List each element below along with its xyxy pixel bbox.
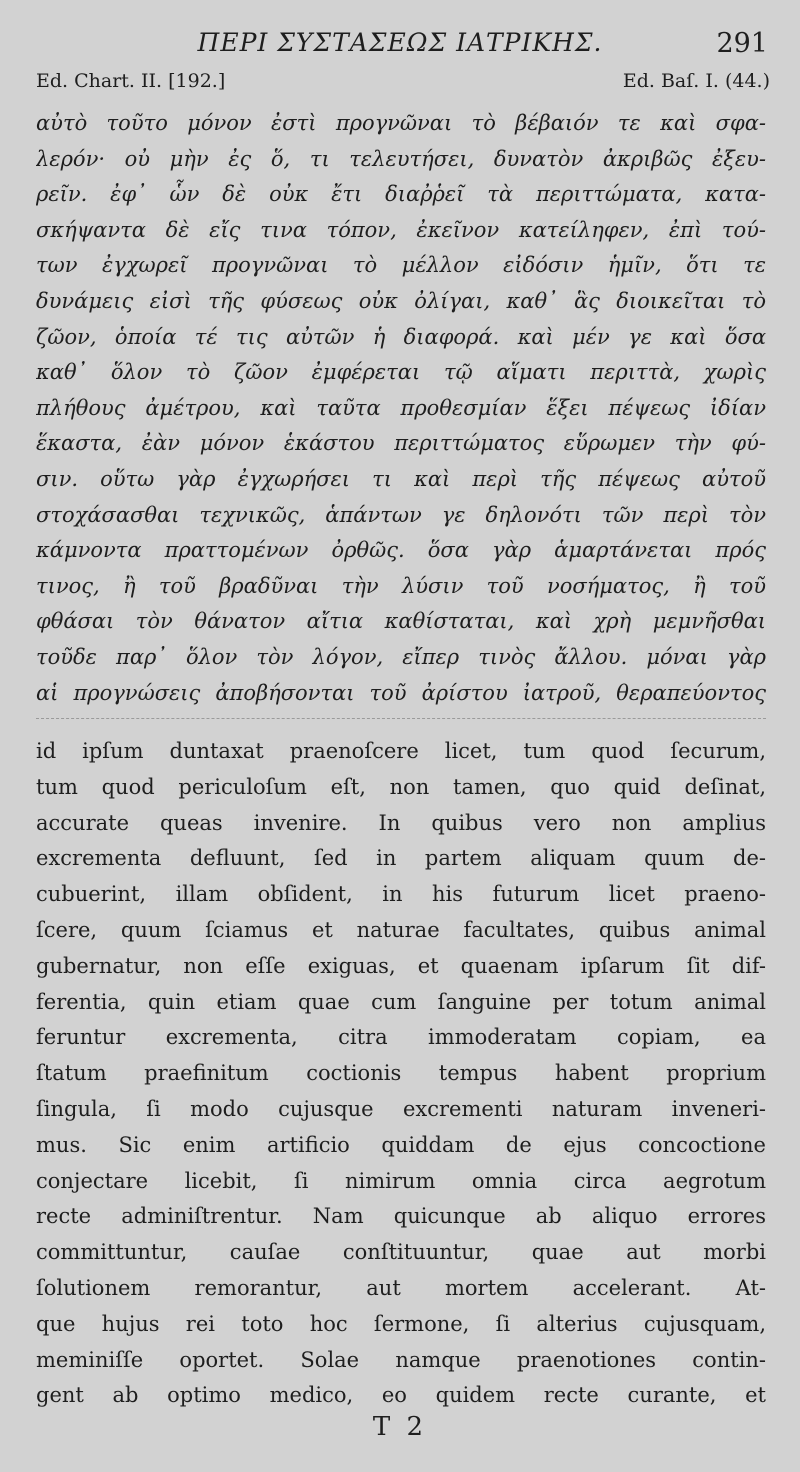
latin-text-line: ſcere, quum ſciamus et naturae facultates, quibus animal [36,917,766,942]
latin-text-line: tum quod periculoſum eſt, non tamen, quo quid deſinat, [36,774,766,799]
latin-text-line: gubernatur, non eſſe exiguas, et quaenam ipſarum ſit dif- [36,953,766,978]
latin-text-line: ſtatum praefinitum coctionis tempus habent proprium [36,1061,766,1086]
latin-text-line: feruntur excrementa, citra immoderatam copiam, ea [36,1025,766,1050]
greek-text-line: πλήθους ἀμέτρου, καὶ ταῦτα προθεσμίαν ἕξει πέψεως ἰδίαν [36,395,766,420]
column-separator [36,718,766,719]
latin-text-line: ſingula, ſi modo cujusque excrementi naturam inveneri- [36,1096,766,1121]
greek-text-line: των ἐγχωρεῖ προγνῶναι τὸ μέλλον εἰδόσιν ἡμῖν, ὅτι τε [36,253,766,278]
latin-text-line: ſolutionem remorantur, aut mortem accelerant. At- [36,1275,766,1300]
greek-text-line: δυνάμεις εἰσὶ τῆς φύσεως οὐκ ὀλίγαι, καθ᾽ ἃς διοικεῖται τὸ [36,288,766,313]
greek-text-line: κάμνοντα πραττομένων ὀρθῶς. ὅσα γὰρ ἁμαρτάνεται πρός [36,538,766,563]
latin-text-line: excrementa defluunt, ſed in partem aliquam quum de- [36,846,766,871]
edition-reference-left: Ed. Chart. II. [192.] [36,70,226,92]
greek-text-block [36,106,766,711]
greek-text-line: ρεῖν. ἐφ᾽ ὧν δὲ οὐκ ἔτι διαῤῥεῖ τὰ περιττώματα, κατα- [36,182,766,207]
greek-text-line: ζῶον, ὁποία τέ τις αὐτῶν ἡ διαφορά. καὶ μέν γε καὶ ὅσα [36,324,766,349]
latin-text-line: accurate queas invenire. In quibus vero non amplius [36,810,766,835]
latin-text-block [36,734,766,1414]
greek-text-line: καθ᾽ ὅλον τὸ ζῶον ἐμφέρεται τῷ αἵματι περιττὰ, χωρὶς [36,360,766,385]
latin-text-line: que hujus rei toto hoc ſermone, ſi alterius cujusquam, [36,1311,766,1336]
greek-text-line: αἱ προγνώσεις ἀποβήσονται τοῦ ἀρίστου ἰατροῦ, θεραπεύοντος [36,680,766,705]
latin-text-line: committuntur, cauſae conſtituuntur, quae aut morbi [36,1240,766,1265]
latin-text-line: cubuerint, illam obſident, in his futurum licet praeno- [36,882,766,907]
latin-text-line: meminiſſe oportet. Solae namque praenotiones contin- [36,1347,766,1372]
latin-text-line: mus. Sic enim artificio quiddam de ejus concoctione [36,1132,766,1157]
running-title: ΠΕΡΙ ΣΥΣΤΑΣΕΩΣ ΙΑΤΡΙΚΗΣ. [197,28,603,57]
greek-text-line: τοῦδε παρ᾽ ὅλον τὸν λόγον, εἴπερ τινὸς ἄλλου. μόναι γὰρ [36,644,766,669]
greek-text-line: σκήψαντα δὲ εἴς τινα τόπον, ἐκεῖνον κατείληφεν, ἐπὶ τού- [36,217,766,242]
greek-text-line: λερόν· οὐ μὴν ἐς ὅ, τι τελευτήσει, δυνατὸν ἀκριβῶς ἐξευ- [36,146,766,171]
greek-text-line: σιν. οὕτω γὰρ ἐγχωρήσει τι καὶ περὶ τῆς πέψεως αὐτοῦ [36,466,766,491]
edition-reference-right: Ed. Baſ. I. (44.) [622,70,770,92]
latin-text-line: conjectare licebit, ſi nimirum omnia circa aegrotum [36,1168,766,1193]
latin-text-line: id ipſum duntaxat praenoſcere licet, tum quod ſecurum, [36,739,766,763]
latin-text-line: ferentia, quin etiam quae cum ſanguine per totum animal [36,989,766,1014]
printer-signature: T 2 [372,1412,428,1442]
latin-text-line: gent ab optimo medico, eo quidem recte curante, et [36,1383,766,1408]
greek-text-line: αὐτὸ τοῦτο μόνον ἐστὶ προγνῶναι τὸ βέβαιόν τε καὶ σφα- [36,111,766,135]
greek-text-line: ἕκαστα, ἐὰν μόνον ἑκάστου περιττώματος εὕρωμεν τὴν φύ- [36,431,766,456]
greek-text-line: τινος, ἢ τοῦ βραδῦναι τὴν λύσιν τοῦ νοσήματος, ἢ τοῦ [36,573,766,598]
latin-text-line: recte adminiſtrentur. Nam quicunque ab aliquo errores [36,1204,766,1229]
greek-text-line: φθάσαι τὸν θάνατον αἴτια καθίσταται, καὶ χρὴ μεμνῆσθαι [36,609,766,634]
page-number: 291 [716,28,768,59]
greek-text-line: στοχάσασθαι τεχνικῶς, ἁπάντων γε δηλονότι τῶν περὶ τὸν [36,502,766,527]
